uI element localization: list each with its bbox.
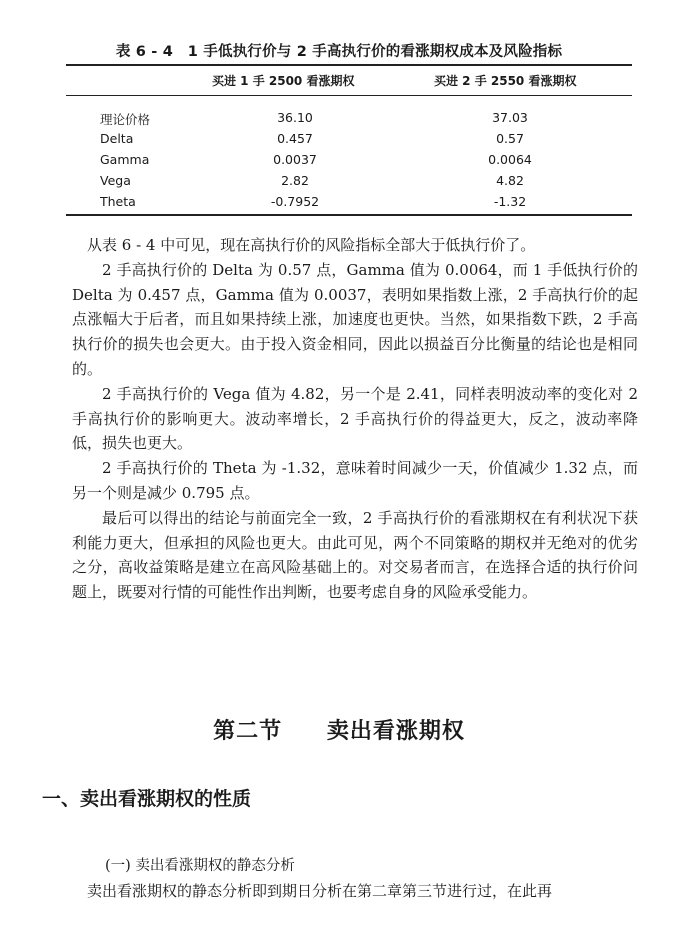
row-label: Gamma	[100, 152, 150, 167]
row-value-col2: 0.0064	[488, 152, 532, 167]
row-value-col1: 0.0037	[273, 152, 317, 167]
row-value-col2: 37.03	[492, 110, 528, 125]
row-label: Delta	[100, 131, 134, 146]
table-col2-header: 买进 2 手 2550 看涨期权	[434, 74, 577, 88]
row-value-col1: 0.457	[277, 131, 313, 146]
table-row	[0, 152, 678, 172]
row-label: Vega	[100, 173, 131, 188]
paragraph: 从表 6 - 4 中可见，现在高执行价的风险指标全部大于低执行价了。	[87, 236, 536, 254]
section-title	[0, 714, 678, 745]
row-label: Theta	[100, 194, 136, 209]
paragraph: 2 手高执行价的 Theta 为 -1.32，意味着时间减少一天，价值减少 1.32 点，而另一个则是减少 0.795 点。	[72, 459, 638, 502]
table-header-rule	[66, 95, 632, 96]
row-value-col1: 36.10	[277, 110, 313, 125]
row-value-col2: -1.32	[493, 194, 527, 209]
table-row	[0, 194, 678, 214]
table-caption: 表 6 - 4 1 手低执行价与 2 手高执行价的看涨期权成本及风险指标	[115, 44, 563, 60]
paragraph-start: 卖出看涨期权的静态分析即到期日分析在第二章第三节进行过，在此再	[87, 882, 553, 900]
section-number: 第二节	[213, 719, 283, 744]
table-row	[0, 110, 678, 130]
table-bottom-rule	[66, 214, 632, 216]
row-value-col2: 0.57	[496, 131, 524, 146]
body-text	[72, 233, 638, 605]
paragraph: 2 手高执行价的 Vega 值为 4.82，另一个是 2.41，同样表明波动率的变化对 2 手高执行价的影响更大。波动率增长，2 手高执行价的得益更大，反之，波动率降低，损失也更大。	[72, 384, 638, 453]
table-row	[0, 131, 678, 151]
row-value-col1: 2.82	[281, 173, 309, 188]
paragraph: 最后可以得出的结论与前面完全一致，2 手高执行价的看涨期权在有利状况下获利能力更大，但承担的风险也更大。由此可见，两个不同策略的期权并无绝对的优劣之分，高收益策略是建立在高风险基础上的。对交易者而言，在选择合适的执行价问题上，既要对行情的可能性作出判断，也要考虑自身的风险承受能力。	[72, 508, 638, 602]
table-row	[0, 173, 678, 193]
table-col1-header: 买进 1 手 2500 看涨期权	[212, 74, 355, 88]
row-label: 理论价格	[100, 112, 151, 127]
row-value-col2: 4.82	[496, 173, 524, 188]
paragraph: 2 手高执行价的 Delta 为 0.57 点，Gamma 值为 0.0064，而 1 手低执行价的 Delta 为 0.457 点，Gamma 值为 0.0037，表明如果指数上涨，2 手高执行价的起点涨幅大于后者，而且如果持续上涨，加速度也更快。当然，如果指数下跌，2 手高执行价的损失也会更大。由于投入资金相同，因此以损益百分比衡量的结论也是相同的。	[72, 260, 638, 378]
subsection-title: 一、卖出看涨期权的性质	[42, 788, 252, 810]
section-name: 卖出看涨期权	[326, 719, 465, 744]
row-value-col1: -0.7952	[270, 194, 320, 209]
subsubsection-title: (一) 卖出看涨期权的静态分析	[105, 858, 295, 874]
table-top-rule	[66, 64, 632, 66]
